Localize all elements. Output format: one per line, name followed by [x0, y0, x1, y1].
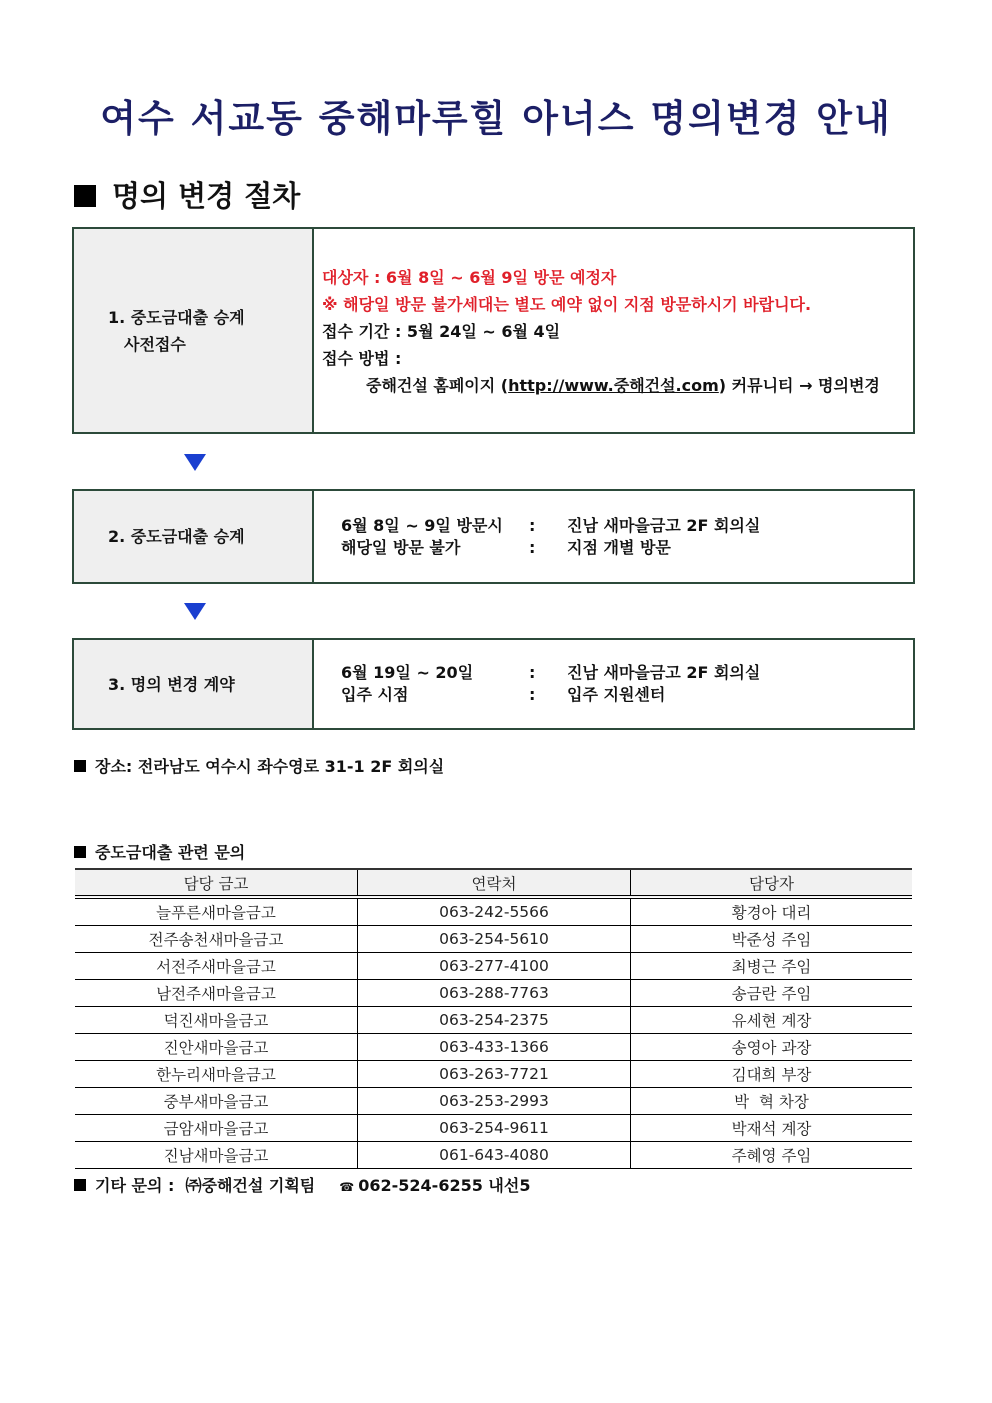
method-suffix: ) 커뮤니티 → 명의변경	[718, 376, 880, 395]
step-1-period: 접수 기간 : 5월 24일 ~ 6월 4일	[322, 322, 561, 341]
table-header-row	[75, 869, 912, 897]
phone-cell: 063-288-7763	[358, 980, 631, 1007]
step-1-detail	[314, 229, 913, 432]
table-row	[75, 1115, 912, 1142]
location-line	[74, 754, 444, 777]
phone-cell: 063-263-7721	[358, 1061, 631, 1088]
other-inquiry-line	[74, 1173, 530, 1196]
step-3-box	[72, 638, 915, 730]
manager-cell: 박 혁 차장	[631, 1088, 913, 1115]
table-row	[75, 897, 912, 926]
homepage-link[interactable]: http://www.중해건설.com	[508, 376, 719, 395]
row-colon: :	[529, 516, 536, 535]
branch-cell: 서전주새마을금고	[75, 953, 358, 980]
phone-cell: 063-433-1366	[358, 1034, 631, 1061]
row-key: 6월 8일 ~ 9일 방문시	[341, 516, 503, 535]
method-prefix: 중해건설 홈페이지 (	[366, 376, 509, 395]
branch-cell: 전주송천새마을금고	[75, 926, 358, 953]
column-header: 담당 금고	[75, 869, 358, 897]
row-key: 해당일 방문 불가	[341, 538, 461, 557]
section-title: 명의 변경 절차	[112, 179, 301, 213]
phone-cell: 061-643-4080	[358, 1142, 631, 1169]
step-3-detail	[314, 640, 913, 728]
branch-cell: 진남새마을금고	[75, 1142, 358, 1169]
step-3-row	[341, 684, 913, 706]
step-3-label: 3. 명의 변경 계약	[74, 640, 314, 728]
contacts-heading-text: 중도금대출 관련 문의	[95, 843, 246, 862]
step-2-box	[72, 489, 915, 584]
step-1-method	[322, 372, 913, 399]
branch-cell: 남전주새마을금고	[75, 980, 358, 1007]
page-title: 여수 서교동 중해마루힐 아너스 명의변경 안내	[100, 97, 892, 140]
manager-cell: 최병근 주임	[631, 953, 913, 980]
column-header: 연락처	[358, 869, 631, 897]
branch-cell: 늘푸른새마을금고	[75, 897, 358, 926]
location-text: 장소: 전라남도 여수시 좌수영로 31-1 2F 회의실	[95, 757, 445, 776]
table-row	[75, 1007, 912, 1034]
step-1-note: ※ 해당일 방문 불가세대는 별도 예약 없이 지점 방문하시기 바랍니다.	[322, 295, 812, 314]
square-bullet-icon	[74, 760, 86, 772]
phone-cell: 063-277-4100	[358, 953, 631, 980]
manager-cell: 김대희 부장	[631, 1061, 913, 1088]
row-value: 입주 지원센터	[567, 685, 666, 704]
contacts-table	[75, 868, 912, 1169]
row-value: 지점 개별 방문	[567, 538, 671, 557]
phone-cell: 063-254-2375	[358, 1007, 631, 1034]
table-row	[75, 980, 912, 1007]
row-value: 진남 새마을금고 2F 회의실	[567, 663, 761, 682]
column-header: 담당자	[631, 869, 913, 897]
manager-cell: 박재석 계장	[631, 1115, 913, 1142]
table-row	[75, 1142, 912, 1169]
contacts-heading	[74, 840, 245, 863]
square-bullet-icon	[74, 185, 96, 207]
manager-cell: 송금란 주임	[631, 980, 913, 1007]
row-key: 입주 시점	[341, 685, 409, 704]
section-heading	[74, 174, 300, 215]
phone-cell: 063-242-5566	[358, 897, 631, 926]
step-1-method-label: 접수 방법 :	[322, 349, 402, 368]
table-row	[75, 1034, 912, 1061]
step-2-row	[341, 537, 913, 559]
branch-cell: 한누리새마을금고	[75, 1061, 358, 1088]
table-row	[75, 926, 912, 953]
manager-cell: 황경아 대리	[631, 897, 913, 926]
other-inquiry-label: 기타 문의 : ㈜중해건설 기획팀	[95, 1176, 316, 1195]
other-inquiry-phone: 062-524-6255 내선5	[358, 1176, 531, 1195]
step-2-row	[341, 515, 913, 537]
row-value: 진남 새마을금고 2F 회의실	[567, 516, 761, 535]
step-1-label-line2: 사전접수	[124, 334, 186, 354]
phone-cell: 063-254-5610	[358, 926, 631, 953]
step-1-target: 대상자 : 6월 8일 ~ 6월 9일 방문 예정자	[322, 268, 617, 287]
branch-cell: 중부새마을금고	[75, 1088, 358, 1115]
branch-cell: 금암새마을금고	[75, 1115, 358, 1142]
row-colon: :	[529, 685, 536, 704]
branch-cell: 진안새마을금고	[75, 1034, 358, 1061]
square-bullet-icon	[74, 1179, 86, 1191]
down-arrow-icon	[184, 603, 206, 620]
phone-icon: ☎	[339, 1180, 355, 1194]
phone-cell: 063-253-2993	[358, 1088, 631, 1115]
manager-cell: 송영아 과장	[631, 1034, 913, 1061]
square-bullet-icon	[74, 846, 86, 858]
step-2-label: 2. 중도금대출 승계	[74, 491, 314, 582]
row-colon: :	[529, 663, 536, 682]
table-row	[75, 1061, 912, 1088]
step-1-label	[74, 229, 314, 432]
manager-cell: 주혜영 주임	[631, 1142, 913, 1169]
down-arrow-icon	[184, 454, 206, 471]
step-1-box	[72, 227, 915, 434]
branch-cell: 덕진새마을금고	[75, 1007, 358, 1034]
row-key: 6월 19일 ~ 20일	[341, 663, 474, 682]
manager-cell: 유세현 계장	[631, 1007, 913, 1034]
phone-cell: 063-254-9611	[358, 1115, 631, 1142]
step-1-label-line1: 1. 중도금대출 승계	[108, 307, 245, 327]
table-row	[75, 953, 912, 980]
step-2-detail	[314, 491, 913, 582]
manager-cell: 박준성 주임	[631, 926, 913, 953]
step-3-row	[341, 662, 913, 684]
table-row	[75, 1088, 912, 1115]
row-colon: :	[529, 538, 536, 557]
